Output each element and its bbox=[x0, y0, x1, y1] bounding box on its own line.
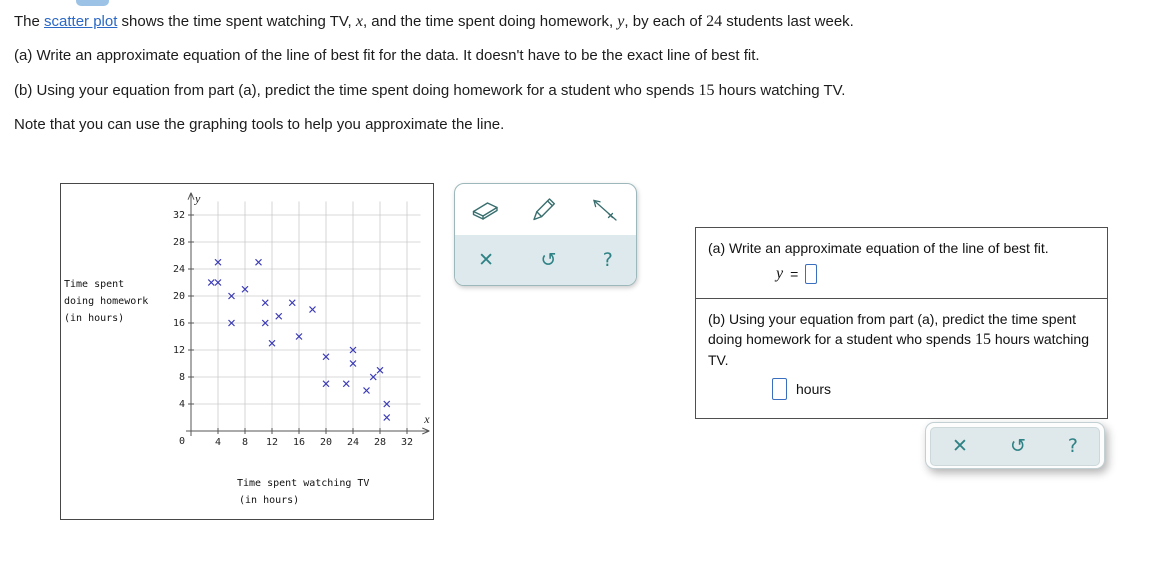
text-segment: , by each of bbox=[624, 13, 707, 30]
y-axis-title-line: Time spent bbox=[64, 279, 125, 290]
answer-a-prompt: (a) Write an approximate equation of the line of best fit. bbox=[708, 240, 1049, 256]
answer-box-a bbox=[695, 227, 1108, 299]
line-tool-icon bbox=[587, 195, 621, 225]
answer-box-b bbox=[695, 298, 1108, 419]
text-segment: The bbox=[14, 13, 45, 30]
answer-toolbar-inner bbox=[930, 427, 1100, 466]
math-var-y: y bbox=[776, 265, 784, 282]
answer-b-prompt bbox=[708, 309, 1095, 370]
x-axis-title-line: (in hours) bbox=[239, 495, 300, 506]
math-num-15: 15 bbox=[974, 331, 991, 348]
pencil-tool-button[interactable] bbox=[527, 194, 559, 226]
hours-unit-label: hours bbox=[796, 381, 832, 397]
graph-help-button[interactable]: ? bbox=[593, 251, 623, 270]
hours-input[interactable] bbox=[772, 378, 787, 400]
svg-text:x: x bbox=[424, 412, 430, 426]
problem-line-4: Note that you can use the graphing tools to help you approximate the line. bbox=[14, 116, 505, 133]
problem-line-2: (a) Write an approximate equation of the line of best fit for the data. It doesn't have to be the exact line of best fit. bbox=[14, 47, 760, 64]
text-segment: students last week. bbox=[722, 13, 854, 30]
svg-text:0: 0 bbox=[178, 436, 185, 447]
graph-clear-button[interactable]: ✕ bbox=[468, 251, 504, 270]
y-axis-title bbox=[64, 276, 148, 327]
equals-sign: = bbox=[790, 266, 799, 282]
math-num-15: 15 bbox=[698, 82, 715, 99]
svg-text:32: 32 bbox=[172, 210, 185, 221]
scatter-plot-panel[interactable] bbox=[60, 183, 434, 520]
text-segment: hours watching TV. bbox=[714, 82, 846, 99]
equation-input[interactable] bbox=[805, 264, 817, 284]
svg-text:24: 24 bbox=[346, 437, 360, 448]
svg-text:16: 16 bbox=[172, 318, 185, 329]
scatter-plot-canvas[interactable] bbox=[61, 184, 433, 519]
svg-text:20: 20 bbox=[172, 291, 185, 302]
graph-undo-button[interactable]: ↺ bbox=[530, 251, 566, 270]
svg-text:32: 32 bbox=[400, 437, 414, 448]
svg-text:8: 8 bbox=[178, 372, 185, 383]
svg-text:28: 28 bbox=[373, 437, 387, 448]
svg-text:20: 20 bbox=[319, 437, 333, 448]
line-tool-button[interactable] bbox=[585, 193, 623, 227]
y-axis-title-line: (in hours) bbox=[64, 313, 125, 324]
svg-text:4: 4 bbox=[214, 437, 222, 448]
equation-row bbox=[776, 264, 1095, 284]
graph-tool-icons-row bbox=[455, 184, 636, 235]
svg-text:12: 12 bbox=[172, 345, 185, 356]
x-axis-title-line: Time spent watching TV bbox=[237, 478, 370, 489]
hours-row bbox=[772, 378, 1095, 400]
eraser-icon bbox=[470, 198, 500, 222]
svg-text:4: 4 bbox=[178, 399, 185, 410]
svg-text:16: 16 bbox=[292, 437, 306, 448]
math-num-24: 24 bbox=[706, 13, 723, 30]
answer-toolbar bbox=[925, 422, 1105, 469]
eraser-tool-button[interactable] bbox=[468, 196, 502, 224]
svg-text:8: 8 bbox=[241, 437, 249, 448]
math-var-y: y bbox=[617, 13, 625, 30]
svg-text:y: y bbox=[195, 191, 201, 206]
y-axis-title-line: doing homework bbox=[64, 296, 149, 307]
graph-tool-actions-row bbox=[455, 235, 636, 285]
answer-help-button[interactable]: ? bbox=[1058, 437, 1088, 456]
graph-tool-palette bbox=[454, 183, 637, 286]
text-segment: (b) Using your equation from part (a), predict the time spent doing homework for a student who spends bbox=[708, 311, 1077, 347]
scatter-plot-link[interactable]: scatter plot bbox=[44, 13, 118, 30]
problem-line-3 bbox=[14, 81, 845, 101]
cutoff-tab bbox=[76, 0, 109, 6]
svg-text:12: 12 bbox=[265, 437, 279, 448]
svg-text:24: 24 bbox=[172, 264, 185, 275]
text-segment: , and the time spent doing homework, bbox=[362, 13, 618, 30]
problem-line-1 bbox=[14, 12, 854, 32]
pencil-icon bbox=[529, 196, 557, 224]
answer-undo-button[interactable]: ↺ bbox=[1000, 437, 1036, 456]
answer-clear-button[interactable]: ✕ bbox=[942, 437, 978, 456]
text-segment: shows the time spent watching TV, bbox=[117, 13, 356, 30]
svg-text:28: 28 bbox=[172, 237, 185, 248]
text-segment: hours watching TV. bbox=[708, 331, 1089, 368]
math-var-x: x bbox=[355, 13, 363, 30]
x-axis-title bbox=[237, 475, 369, 509]
text-segment: (b) Using your equation from part (a), predict the time spent doing homework for a student who spends bbox=[14, 82, 699, 99]
